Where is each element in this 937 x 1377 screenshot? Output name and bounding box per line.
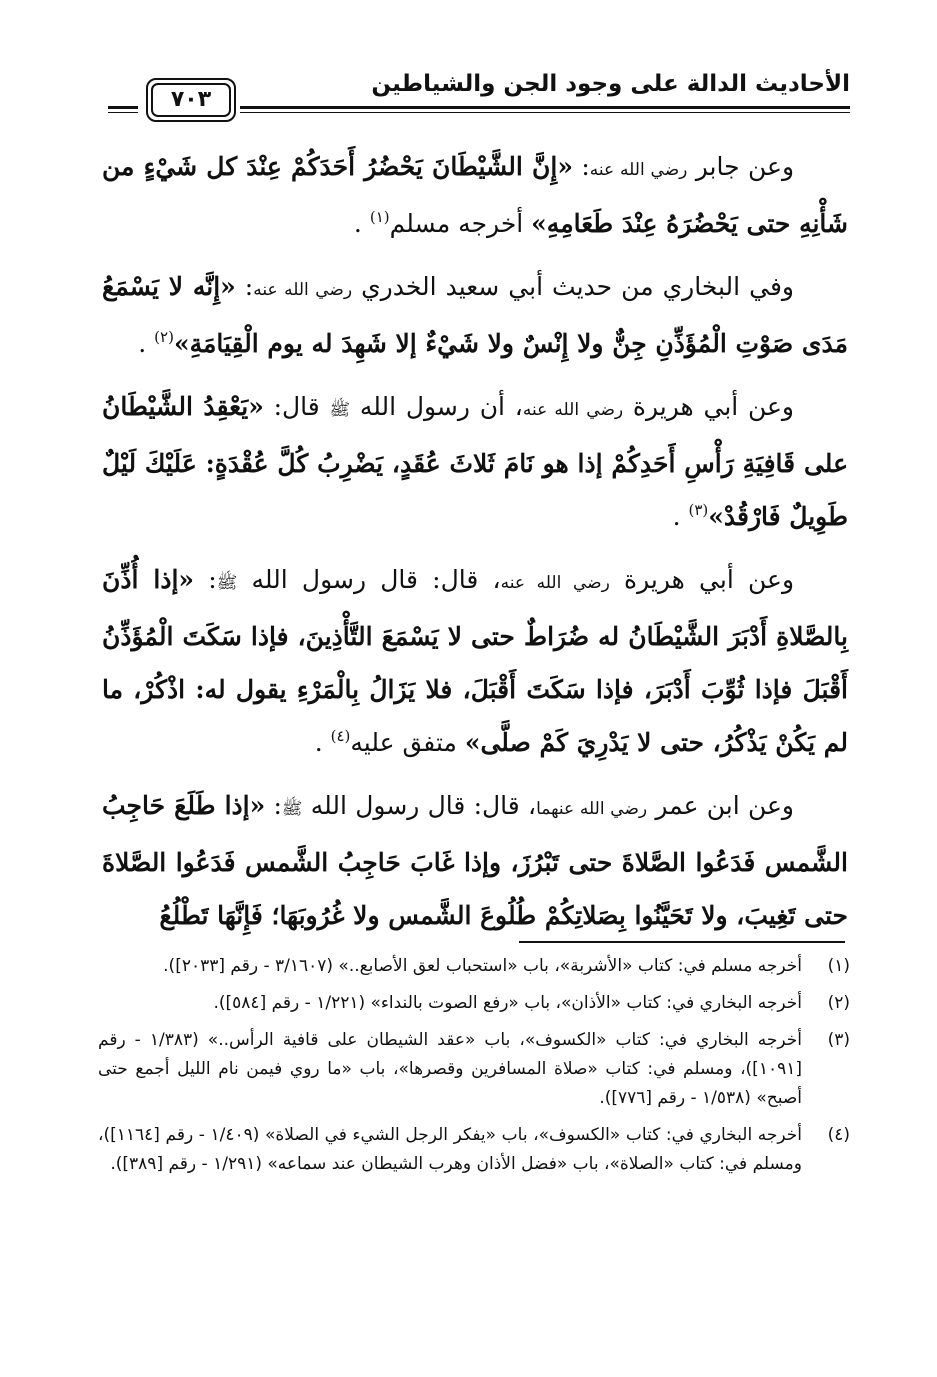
hadith-text: «إذا طَلَعَ حَاجِبُ الشَّمس فَدَعُوا الصَّلاةَ حتى تَبْرُزَ، وإذا غَابَ حَاجِبُ الشَّمس فَدَعُوا الصَّلاةَ حتى تَغِيبَ، ولا تَحَيَّنُوا بِصَلاتِكُمْ طُلُوعَ الشَّمس ولا غُرُوبَهَا؛ فَإِنَّهَا تَطْلُعُ bbox=[102, 791, 848, 930]
salutation: ﷺ bbox=[281, 799, 303, 819]
hadith-text: «إِنَّ الشَّيْطَانَ يَحْضُرُ أَحَدَكُمْ عِنْدَ كل شَيْءٍ من شَأْنِهِ حتى يَحْضُرَهُ عِنْدَ طَعَامِهِ» bbox=[102, 152, 848, 238]
footnote-ref-2[interactable]: (٢) bbox=[154, 328, 174, 346]
footnote-ref-3[interactable]: (٣) bbox=[688, 501, 709, 519]
page-number-frame bbox=[146, 78, 236, 122]
separator: : bbox=[572, 152, 590, 181]
footnote-number: (١) bbox=[827, 956, 850, 976]
footnote bbox=[98, 1026, 850, 1113]
footnote-text: أخرجه البخاري في: كتاب «الكسوف»، باب «عقد الشيطان على قافية الرأس..» (١/٣٨٣ - رقم [١٠٩١])، ومسلم في: كتاب «صلاة المسافرين وقصرها»، باب «ما روي فيمن نام الليل أجمع حتى أصبح» (١/٥٣٨ - رقم [٧٧٦]). bbox=[98, 1030, 803, 1108]
honorific: رضي الله عنه bbox=[522, 400, 624, 420]
paragraph-2 bbox=[102, 260, 848, 370]
footnote bbox=[98, 989, 850, 1018]
paragraph-3 bbox=[102, 380, 848, 543]
footnote bbox=[98, 1121, 850, 1179]
hadith-text: «إذا أُذِّنَ بِالصَّلاةِ أَدْبَرَ الشَّيْطَانُ له ضُرَاطٌ حتى لا يَسْمَعَ التَّأْذِينَ، فإذا سَكَتَ الْمُؤَذِّنُ أَقْبَلَ فإذا ثُوِّبَ أَدْبَرَ، فإذا سَكَتَ أَقْبَلَ، فلا يَزَالُ بِالْمَرْءِ يقول له: اذْكُرْ، ما لم يَكُنْ يَذْكُرُ، حتى لا يَدْرِيَ كَمْ صلَّى» bbox=[102, 565, 848, 757]
separator: : bbox=[265, 791, 282, 820]
paragraph-intro: وعن أبي هريرة bbox=[624, 565, 795, 594]
paragraph-intro: وعن جابر bbox=[695, 152, 795, 181]
page-number: ٧٠٣ bbox=[151, 83, 231, 117]
hadith-text: «يَعْقِدُ الشَّيْطَانُ على قَافِيَةِ رَأْسِ أَحَدِكُمْ إذا هو نَامَ ثَلاثَ عُقَدٍ، يَضْرِبُ كُلَّ عُقْدَةٍ: عَلَيْكَ لَيْلٌ طَوِيلٌ فَارْقُدْ» bbox=[102, 392, 848, 531]
footnote-ref-4[interactable]: (٤) bbox=[330, 727, 351, 745]
paragraph-4 bbox=[102, 553, 848, 769]
salutation: ﷺ bbox=[329, 400, 351, 420]
main-text bbox=[102, 140, 848, 952]
footnote-text: أخرجه البخاري في: كتاب «الأذان»، باب «رفع الصوت بالنداء» (١/٢٢١ - رقم [٥٨٤]). bbox=[213, 993, 802, 1013]
footnote-number: (٣) bbox=[827, 1030, 850, 1050]
paragraph-mid: ، أن رسول الله bbox=[359, 392, 523, 421]
separator: : bbox=[235, 272, 254, 301]
source-text: متفق عليه bbox=[350, 728, 465, 757]
footnote-number: (٤) bbox=[827, 1125, 850, 1145]
paragraph-5 bbox=[102, 779, 848, 942]
footnote-ref-1[interactable]: (١) bbox=[369, 208, 390, 226]
running-title: الأحاديث الدالة على وجود الجن والشياطين bbox=[371, 71, 850, 97]
footnote-text: أخرجه مسلم في: كتاب «الأشربة»، باب «استحباب لعق الأصابع..» (٣/١٦٠٧ - رقم [٢٠٣٣]). bbox=[163, 956, 802, 976]
source-text: أخرجه مسلم bbox=[389, 209, 532, 238]
footnote-separator bbox=[519, 941, 845, 943]
honorific: رضي الله عنه bbox=[589, 160, 688, 180]
honorific: رضي الله عنهما bbox=[536, 799, 648, 819]
period: . bbox=[672, 502, 689, 531]
paragraph-intro: وفي البخاري من حديث أبي سعيد الخدري bbox=[361, 272, 794, 301]
page-header bbox=[108, 60, 850, 124]
footnote bbox=[98, 952, 850, 981]
salutation: ﷺ bbox=[216, 573, 238, 593]
paragraph-mid: ، قال: قال رسول الله bbox=[251, 565, 501, 594]
period: . bbox=[138, 329, 155, 358]
period: . bbox=[314, 728, 331, 757]
paragraph-intro: وعن أبي هريرة bbox=[632, 392, 795, 421]
paragraph-intro: وعن ابن عمر bbox=[655, 791, 794, 820]
honorific: رضي الله عنه bbox=[500, 573, 610, 593]
paragraph-1 bbox=[102, 140, 848, 250]
hadith-text: «إِنَّه لا يَسْمَعُ مَدَى صَوْتِ الْمُؤَذِّنِ جِنٌّ ولا إِنْسٌ ولا شَيْءٌ إلا شَهِدَ له يوم الْقِيَامَةِ» bbox=[102, 272, 848, 358]
footnote-text: أخرجه البخاري في: كتاب «الكسوف»، باب «يفكر الرجل الشيء في الصلاة» (١/٤٠٩ - رقم [١١٦٤])، ومسلم في: كتاب «الصلاة»، باب «فضل الأذان وهرب الشيطان عند سماعه» (١/٢٩١ - رقم [٣٨٩]). bbox=[98, 1125, 802, 1174]
paragraph-mid: ، قال: قال رسول الله bbox=[310, 791, 537, 820]
period: . bbox=[353, 209, 370, 238]
honorific: رضي الله عنه bbox=[253, 280, 353, 300]
footnotes bbox=[98, 952, 850, 1187]
separator: : bbox=[194, 565, 217, 594]
footnote-number: (٢) bbox=[827, 993, 850, 1013]
separator: قال: bbox=[263, 392, 330, 421]
